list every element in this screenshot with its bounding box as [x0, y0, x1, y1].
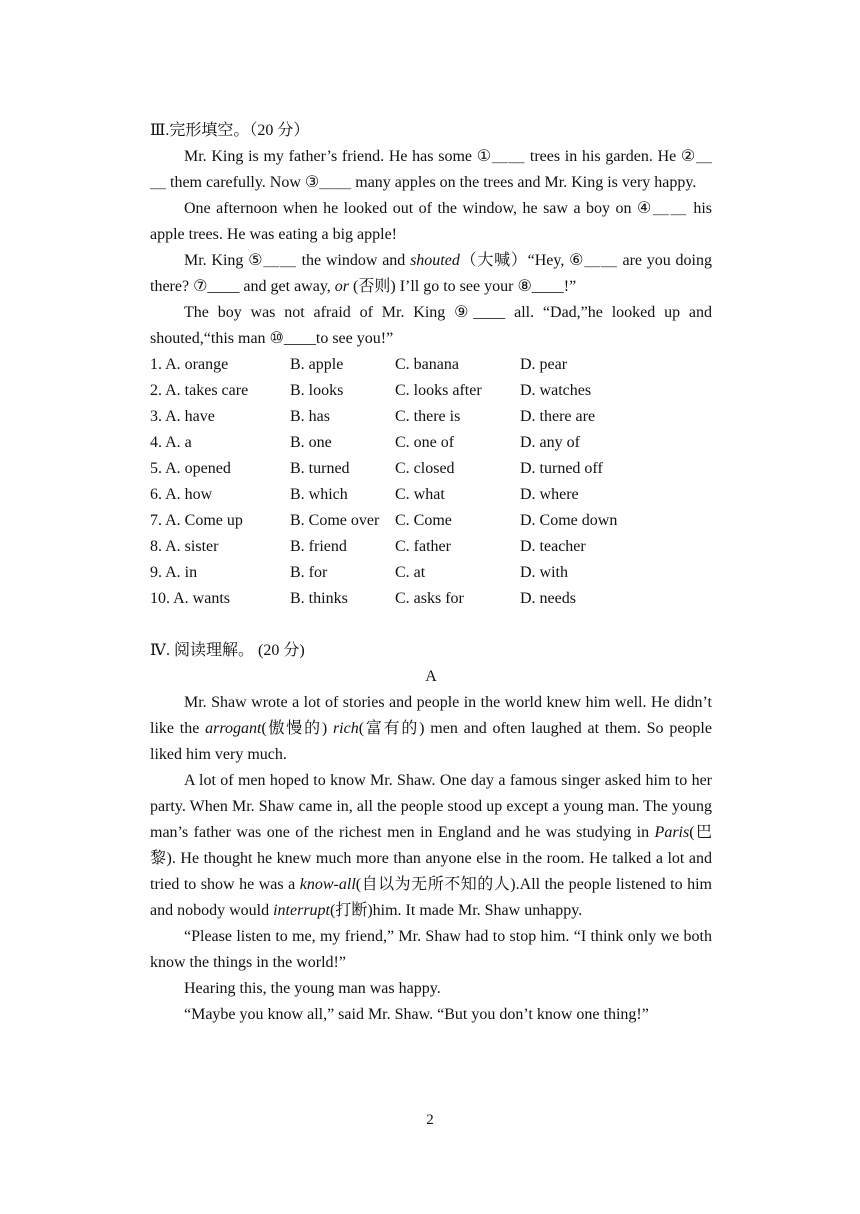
- paragraph: [150, 300, 712, 352]
- question-options-row: [150, 404, 712, 430]
- text-run: know-all: [299, 876, 356, 893]
- option-choice: B. turned: [290, 460, 350, 477]
- exam-page: [150, 118, 712, 1028]
- text-run: (傲慢的): [261, 720, 333, 737]
- paragraph: [150, 690, 712, 768]
- paragraph: [150, 144, 712, 196]
- option-choice: C. there is: [395, 408, 461, 425]
- text-run: A lot of men hoped to know Mr. Shaw. One day a famous singer asked him to her party. When Mr. Shaw came in, all the people stood up except a young man. The young man’s father was one of the richest men in England and he was studying in: [150, 772, 712, 841]
- option-choice: B. thinks: [290, 590, 348, 607]
- text-run: Mr. Shaw wrote a lot of stories and people in the world knew him well. He didn’t like the: [150, 694, 712, 737]
- text-run: (富有的) men and often laughed at them. So people liked him very much.: [150, 720, 712, 763]
- option-choice: 1. A. orange: [150, 356, 229, 373]
- question-options-row: [150, 482, 712, 508]
- question-options-row: [150, 430, 712, 456]
- question-options-row: [150, 352, 712, 378]
- option-choice: 7. A. Come up: [150, 512, 243, 529]
- paragraph: [150, 248, 712, 300]
- option-choice: D. teacher: [520, 538, 586, 555]
- passage-label: A: [425, 668, 437, 685]
- cloze-options: [150, 352, 712, 612]
- option-choice: D. pear: [520, 356, 568, 373]
- option-choice: D. needs: [520, 590, 576, 607]
- option-choice: 6. A. how: [150, 486, 213, 503]
- option-choice: 9. A. in: [150, 564, 198, 581]
- option-choice: B. apple: [290, 356, 344, 373]
- question-options-row: [150, 378, 712, 404]
- option-choice: B. looks: [290, 382, 344, 399]
- section-4-heading: Ⅳ. 阅读理解。 (20 分): [150, 642, 305, 659]
- text-run: shouted: [410, 252, 460, 269]
- option-choice: C. banana: [395, 356, 459, 373]
- option-choice: D. with: [520, 564, 568, 581]
- option-choice: D. there are: [520, 408, 596, 425]
- question-options-row: [150, 560, 712, 586]
- option-choice: C. looks after: [395, 382, 482, 399]
- option-choice: D. watches: [520, 382, 592, 399]
- option-choice: 4. A. a: [150, 434, 192, 451]
- paragraph: [150, 1002, 712, 1028]
- option-choice: D. turned off: [520, 460, 603, 477]
- option-choice: B. which: [290, 486, 348, 503]
- text-run: (打断)him. It made Mr. Shaw unhappy.: [330, 902, 583, 919]
- paragraph: [150, 196, 712, 248]
- option-choice: 3. A. have: [150, 408, 215, 425]
- option-choice: B. for: [290, 564, 328, 581]
- question-options-row: [150, 586, 712, 612]
- option-choice: D. Come down: [520, 512, 618, 529]
- option-choice: D. where: [520, 486, 579, 503]
- option-choice: C. one of: [395, 434, 455, 451]
- text-run: rich: [332, 720, 359, 737]
- page-number: 2: [426, 1112, 434, 1128]
- section-3-heading: Ⅲ.完形填空。（20 分）: [150, 122, 310, 139]
- text-run: “Please listen to me, my friend,” Mr. Shaw had to stop him. “I think only we both know the things in the world!”: [150, 928, 712, 971]
- text-run: One afternoon when he looked out of the window, he saw a boy on ④＿＿ his apple trees. He was eating a big apple!: [150, 200, 712, 243]
- text-run: Mr. King is my father’s friend. He has some ①＿＿ trees in his garden. He ②＿＿ them carefully. Now ③＿＿ many apples on the trees and Mr. King is very happy.: [150, 148, 712, 191]
- text-run: “Maybe you know all,” said Mr. Shaw. “But you don’t know one thing!”: [184, 1006, 649, 1023]
- text-run: Mr. King ⑤＿＿ the window and: [184, 252, 411, 269]
- option-choice: B. has: [290, 408, 330, 425]
- text-run: or: [334, 278, 350, 295]
- question-options-row: [150, 534, 712, 560]
- text-run: interrupt: [273, 902, 330, 919]
- option-choice: B. friend: [290, 538, 347, 555]
- option-choice: D. any of: [520, 434, 580, 451]
- text-run: （大喊）“Hey, ⑥＿＿ are you doing there? ⑦____ and get away,: [150, 252, 712, 295]
- paragraph: [150, 924, 712, 976]
- option-choice: C. father: [395, 538, 451, 555]
- text-run: Hearing this, the young man was happy.: [184, 980, 441, 997]
- question-options-row: [150, 508, 712, 534]
- option-choice: C. Come: [395, 512, 452, 529]
- option-choice: 10. A. wants: [150, 590, 230, 607]
- option-choice: C. asks for: [395, 590, 464, 607]
- text-run: (否则) I’ll go to see your ⑧____!”: [349, 278, 577, 295]
- reading-passage: [150, 690, 712, 1028]
- text-run: (巴黎). He thought he knew much more than anyone else in the room. He talked a lot and tried to show he was a: [150, 824, 712, 893]
- option-choice: 5. A. opened: [150, 460, 231, 477]
- text-run: The boy was not afraid of Mr. King ⑨____ all. “Dad,”he looked up and shouted,“this man ⑩____to see you!”: [150, 304, 712, 347]
- text-run: (自以为无所不知的人).All the people listened to him and nobody would: [150, 876, 712, 919]
- option-choice: C. at: [395, 564, 426, 581]
- paragraph: [150, 976, 712, 1002]
- text-run: Paris: [654, 824, 690, 841]
- paragraph: [150, 768, 712, 924]
- option-choice: B. one: [290, 434, 332, 451]
- text-run: arrogant: [205, 720, 262, 737]
- cloze-passage: [150, 144, 712, 352]
- option-choice: C. closed: [395, 460, 455, 477]
- option-choice: C. what: [395, 486, 445, 503]
- option-choice: 8. A. sister: [150, 538, 219, 555]
- option-choice: B. Come over: [290, 512, 380, 529]
- option-choice: 2. A. takes care: [150, 382, 249, 399]
- question-options-row: [150, 456, 712, 482]
